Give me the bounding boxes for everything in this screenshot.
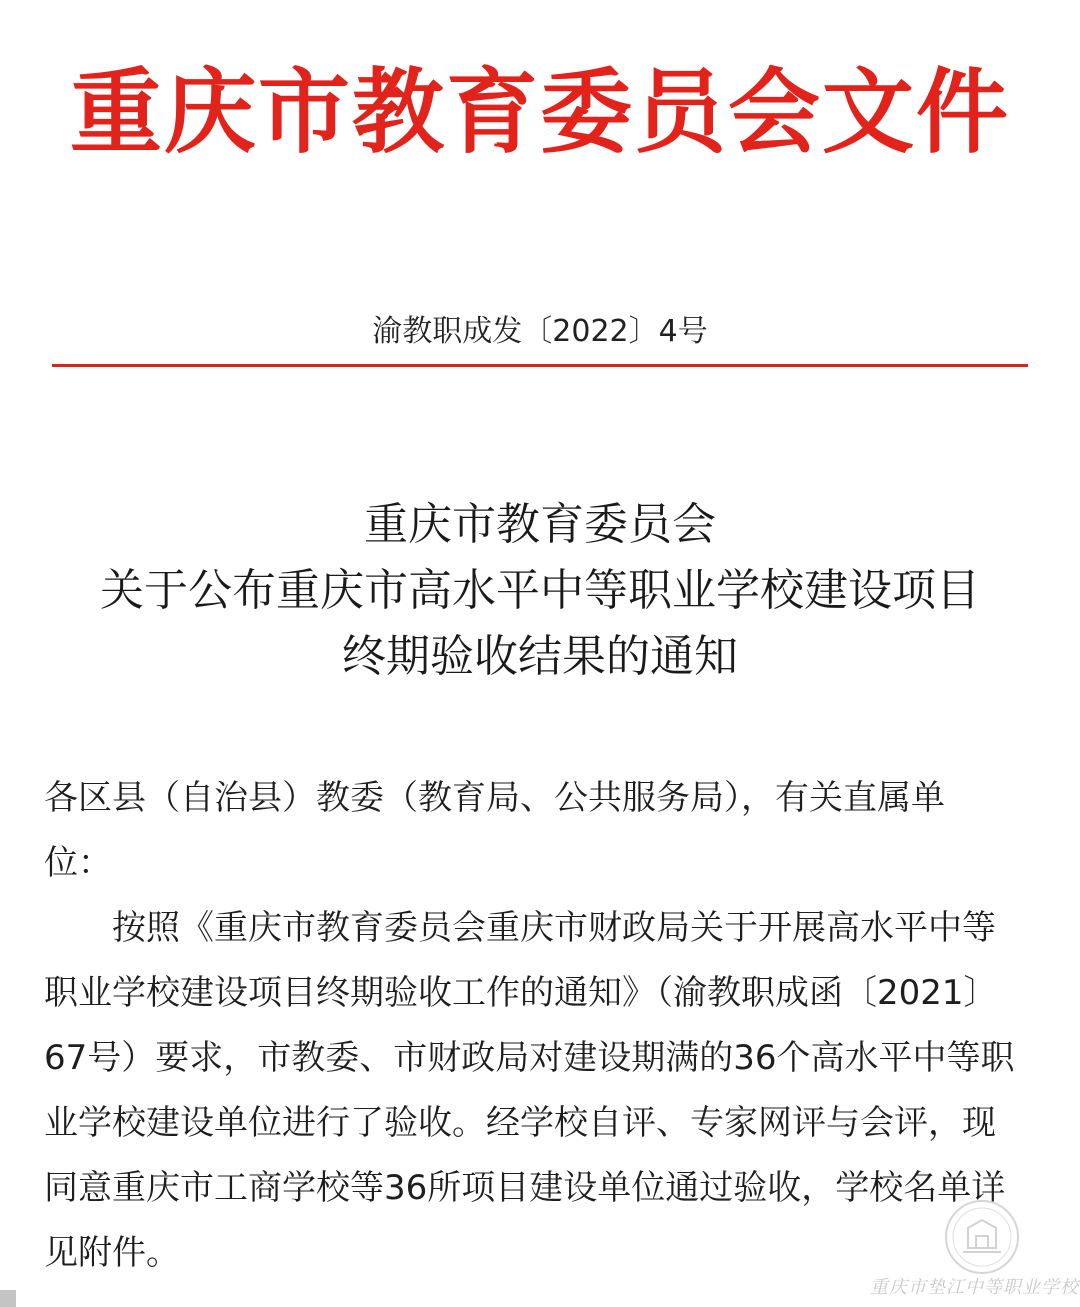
body-line: 67号）要求，市教委、市财政局对建设期满的36个高水平中等职 (44, 1038, 1015, 1078)
body-line-addressees-cont: 位： (44, 843, 112, 883)
title-line-2: 关于公布重庆市高水平中等职业学校建设项目 (100, 565, 980, 616)
document-number: 渝教职成发〔2022〕4号 (372, 314, 708, 349)
body-line-paragraph-start: 按照《重庆市教育委员会重庆市财政局关于开展高水平中等 (112, 908, 996, 948)
notice-title (0, 492, 1080, 690)
title-line-3: 终期验收结果的通知 (342, 631, 738, 682)
red-divider-rule (52, 364, 1028, 367)
body-line: 同意重庆市工商学校等36所项目建设单位通过验收，学校名单详 (44, 1168, 1006, 1208)
document-masthead: 重庆市教育委员会文件 (69, 59, 1010, 166)
body-line: 职业学校建设项目终期验收工作的通知》（渝教职成函〔2021〕 (44, 973, 998, 1013)
page-edge-shadow (0, 1290, 16, 1307)
watermark-text: 重庆市垫江中等职业学校 (870, 1277, 1079, 1298)
body-line: 见附件。 (44, 1233, 180, 1273)
school-seal-icon (943, 1198, 1021, 1276)
title-line-1: 重庆市教育委员会 (364, 499, 716, 550)
body-line-addressees: 各区县（自治县）教委（教育局、公共服务局），有关直属单 (44, 778, 945, 818)
body-line: 业学校建设单位进行了验收。经学校自评、专家网评与会评，现 (44, 1103, 996, 1143)
notice-body (44, 766, 1036, 1286)
